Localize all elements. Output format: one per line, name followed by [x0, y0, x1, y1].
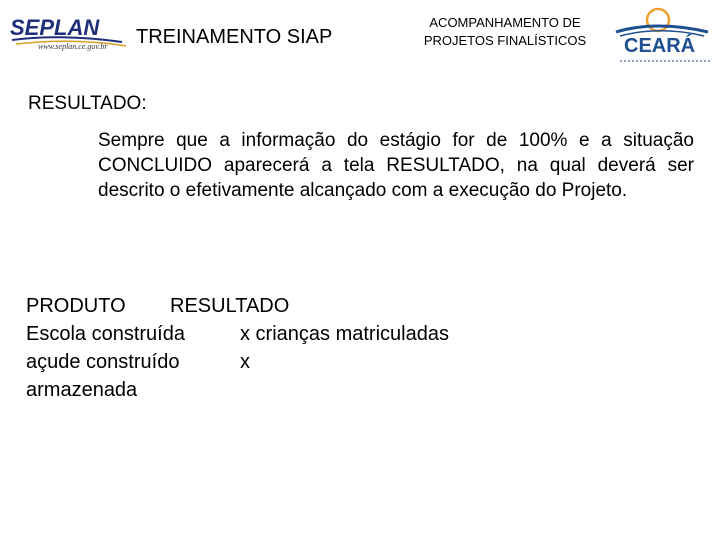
table-header-produto: PRODUTO [26, 295, 126, 317]
table-cell-produto: açude construído [26, 351, 180, 373]
section-heading: RESULTADO: [28, 93, 147, 114]
table-cell-resultado: x [240, 351, 250, 373]
table-header-row [26, 292, 546, 320]
seplan-logo-text: SEPLAN [10, 15, 100, 40]
slide-subtitle [396, 14, 614, 50]
seplan-logo [10, 16, 130, 62]
ceara-logo [612, 4, 712, 64]
subtitle-line-1: ACOMPANHAMENTO DE [429, 15, 581, 30]
seplan-url: www.seplan.ce.gov.br [38, 42, 108, 51]
table-header-resultado: RESULTADO [170, 295, 290, 317]
table-row [26, 320, 546, 348]
table-row [26, 376, 546, 404]
table-cell-produto: armazenada [26, 379, 138, 401]
table-row [26, 348, 546, 376]
table-cell-resultado: x crianças matriculadas [240, 323, 449, 345]
slide-title: TREINAMENTO SIAP [136, 26, 333, 48]
slide-header [0, 0, 720, 72]
body-paragraph: Sempre que a informação do estágio for de 100% e a situação CONCLUIDO aparecerá a tela RESULTADO, na qual deverá ser descrito o efetivamente alcançado com a execução do Projeto. [98, 130, 694, 201]
table-cell-produto: Escola construída [26, 323, 185, 345]
ceara-sun-icon [612, 4, 712, 38]
product-result-table [26, 292, 546, 404]
subtitle-line-2: PROJETOS FINALÍSTICOS [423, 33, 587, 48]
ceara-underline-icon [620, 58, 710, 64]
ceara-logo-text: CEARÁ [624, 35, 696, 57]
